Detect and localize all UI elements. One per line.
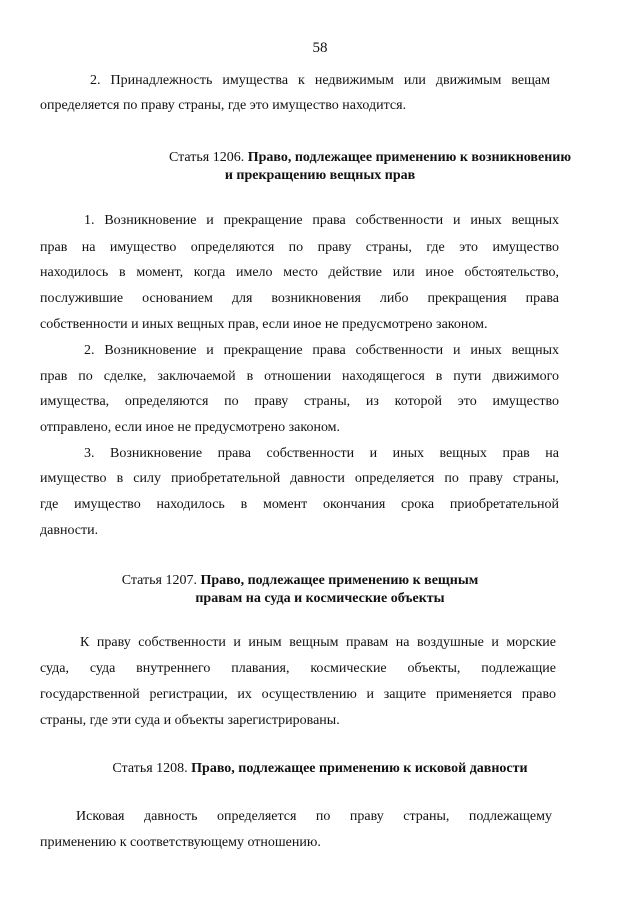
- page-number: 58: [312, 40, 328, 56]
- text-line: где имущество находилось в момент окончания срока приобретательной: [40, 497, 559, 512]
- article-heading-1206: [50, 149, 640, 167]
- text-line: собственности и иных вещных прав, если иное не предусмотрено законом.: [40, 317, 488, 332]
- text-line: 2. Возникновение и прекращение права собственности и иных вещных: [84, 343, 559, 358]
- text-line: 3. Возникновение права собственности и иных вещных прав на: [84, 446, 559, 461]
- article-title: Право, подлежащее применению к исковой давности: [191, 761, 528, 776]
- text-line: применению к соответствующему отношению.: [40, 835, 321, 850]
- text-line: 2. Принадлежность имущества к недвижимым или движимым вещам: [90, 73, 550, 88]
- article-title: и прекращению вещных прав: [224, 168, 416, 183]
- text-line: прав на имущество определяются по праву страны, где это имущество: [40, 240, 559, 255]
- article-heading-1208: [0, 760, 640, 778]
- article-title: Право, подлежащее применению к вещным: [200, 573, 479, 588]
- text-line: 1. Возникновение и прекращение права собственности и иных вещных: [84, 213, 559, 228]
- text-line: страны, где эти суда и объекты зарегистрированы.: [40, 713, 340, 728]
- text-line: имущество в силу приобретательной давности определяется по праву страны,: [40, 471, 559, 486]
- article-title: правам на суда и космические объекты: [195, 591, 445, 606]
- text-line: определяется по праву страны, где это имущество находится.: [40, 98, 407, 113]
- text-line: находилось в момент, когда имело место действие или иное обстоятельство,: [40, 265, 559, 280]
- text-line: отправлено, если иное не предусмотрено законом.: [40, 420, 341, 435]
- article-heading-1207-cont: [0, 590, 640, 608]
- article-number: Статья 1206.: [168, 150, 245, 165]
- text-line: Исковая давность определяется по праву страны, подлежащему: [76, 809, 552, 824]
- text-line: государственной регистрации, их осуществлению и защите применяется право: [40, 687, 556, 702]
- text-line: К праву собственности и иным вещным правам на воздушные и морские: [80, 635, 556, 650]
- article-heading-1206-cont: [0, 167, 640, 185]
- text-line: суда, суда внутреннего плавания, космические объекты, подлежащие: [40, 661, 556, 676]
- text-line: давности.: [40, 523, 99, 538]
- text-line: послужившие основанием для возникновения либо прекращения права: [40, 291, 559, 306]
- text-line: имущества, определяются по праву страны, из которой это имущество: [40, 394, 559, 409]
- article-number: Статья 1208.: [112, 761, 188, 776]
- article-title: Право, подлежащее применению к возникновению: [247, 150, 572, 165]
- text-line: прав по сделке, заключаемой в отношении находящегося в пути движимого: [40, 369, 559, 384]
- article-heading-1207: [0, 572, 620, 590]
- article-number: Статья 1207.: [121, 573, 197, 588]
